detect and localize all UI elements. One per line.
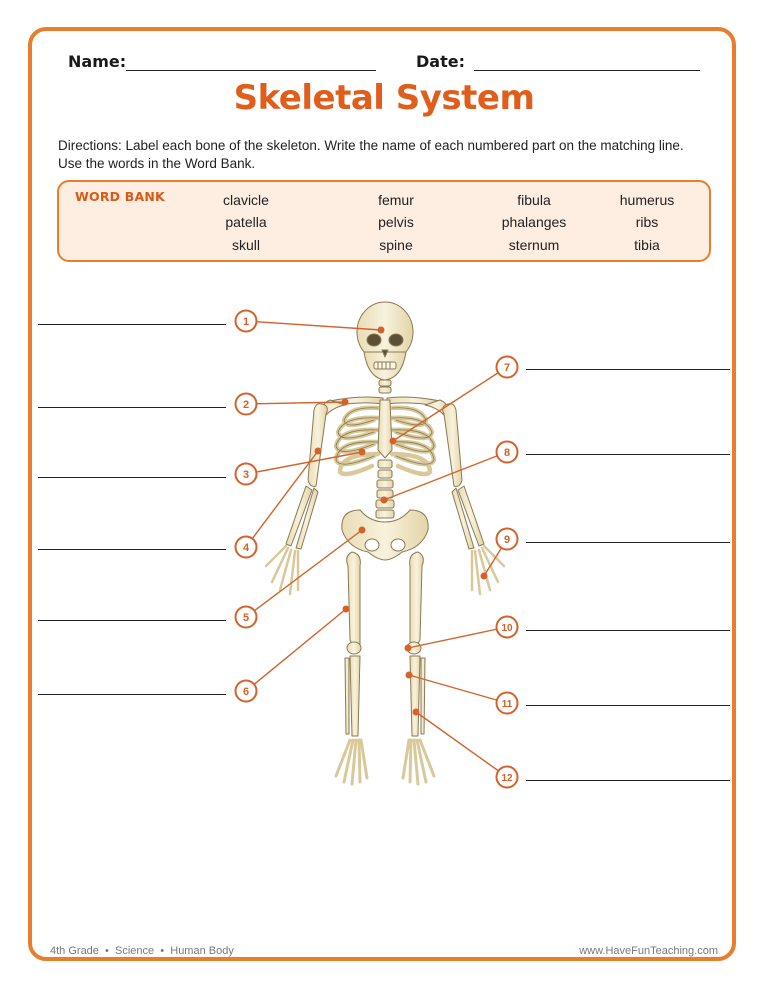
word-bank-word: humerus (619, 192, 675, 208)
skull-bone (357, 302, 413, 380)
leader-dot (405, 645, 411, 651)
word-bank-title: WORD BANK (75, 189, 165, 204)
label-number: 10 (501, 623, 513, 634)
footer-subject: Science (115, 945, 155, 957)
word-bank-word: patella (225, 214, 267, 230)
sternum-bone (378, 400, 392, 458)
label-number: 7 (503, 362, 511, 374)
word-bank-word: skull (231, 237, 260, 253)
leader-dot (481, 573, 487, 579)
label-number: 8 (503, 447, 511, 459)
label-number: 6 (242, 686, 250, 698)
word-bank-word: fibula (517, 192, 551, 208)
leader-dot (359, 527, 365, 533)
leader-dot (390, 438, 396, 444)
leader-dot (413, 709, 419, 715)
directions-text: Directions: Label each bone of the skeleton. Write the name of each numbered part on the matching line. Use the words in the Word Bank. (58, 138, 684, 171)
word-bank-word: femur (378, 192, 414, 208)
footer-site: www.HaveFunTeaching.com (579, 945, 718, 957)
label-number: 5 (242, 612, 250, 624)
leader-dot (359, 449, 365, 455)
word-bank-word: ribs (635, 214, 659, 230)
date-label: Date: (416, 52, 465, 71)
foot-bones (336, 740, 434, 784)
footer-topic: Human Body (170, 945, 234, 957)
skeleton-illustration (266, 302, 504, 784)
name-label: Name: (68, 52, 127, 71)
footer-dot-icon: • (101, 945, 112, 957)
footer-dot-icon: • (157, 945, 168, 957)
leader-dot (343, 606, 349, 612)
leader-dot (378, 327, 384, 333)
page-title: Skeletal System (233, 78, 535, 118)
label-number: 3 (242, 469, 250, 481)
label-number: 1 (242, 316, 250, 328)
label-number: 12 (501, 773, 513, 784)
footer-grade: 4th Grade (50, 945, 99, 957)
leader-line (246, 609, 346, 691)
leader-dot (406, 672, 412, 678)
footer-tags (50, 945, 234, 957)
leader-dot (315, 448, 321, 454)
word-bank-word: pelvis (378, 214, 414, 230)
word-bank-word: tibia (634, 237, 660, 253)
femur-bone (347, 552, 361, 645)
neck-vertebrae (379, 380, 391, 393)
leader-dot (342, 399, 348, 405)
word-bank-word: phalanges (501, 214, 567, 230)
word-bank-word: spine (379, 237, 413, 253)
label-number: 2 (242, 399, 250, 411)
label-number: 11 (501, 699, 513, 710)
humerus-bone (308, 404, 327, 487)
patella-bone (347, 642, 361, 654)
leader-dot (381, 497, 387, 503)
fibula-bone (421, 658, 425, 734)
label-number: 4 (242, 542, 250, 554)
word-bank-word: clavicle (223, 192, 269, 208)
label-number: 9 (503, 534, 511, 546)
word-bank-word: sternum (508, 237, 560, 253)
spine-bone (376, 460, 394, 518)
tibia-bone (350, 656, 360, 736)
leader-line (408, 627, 507, 648)
leader-line (246, 530, 362, 617)
